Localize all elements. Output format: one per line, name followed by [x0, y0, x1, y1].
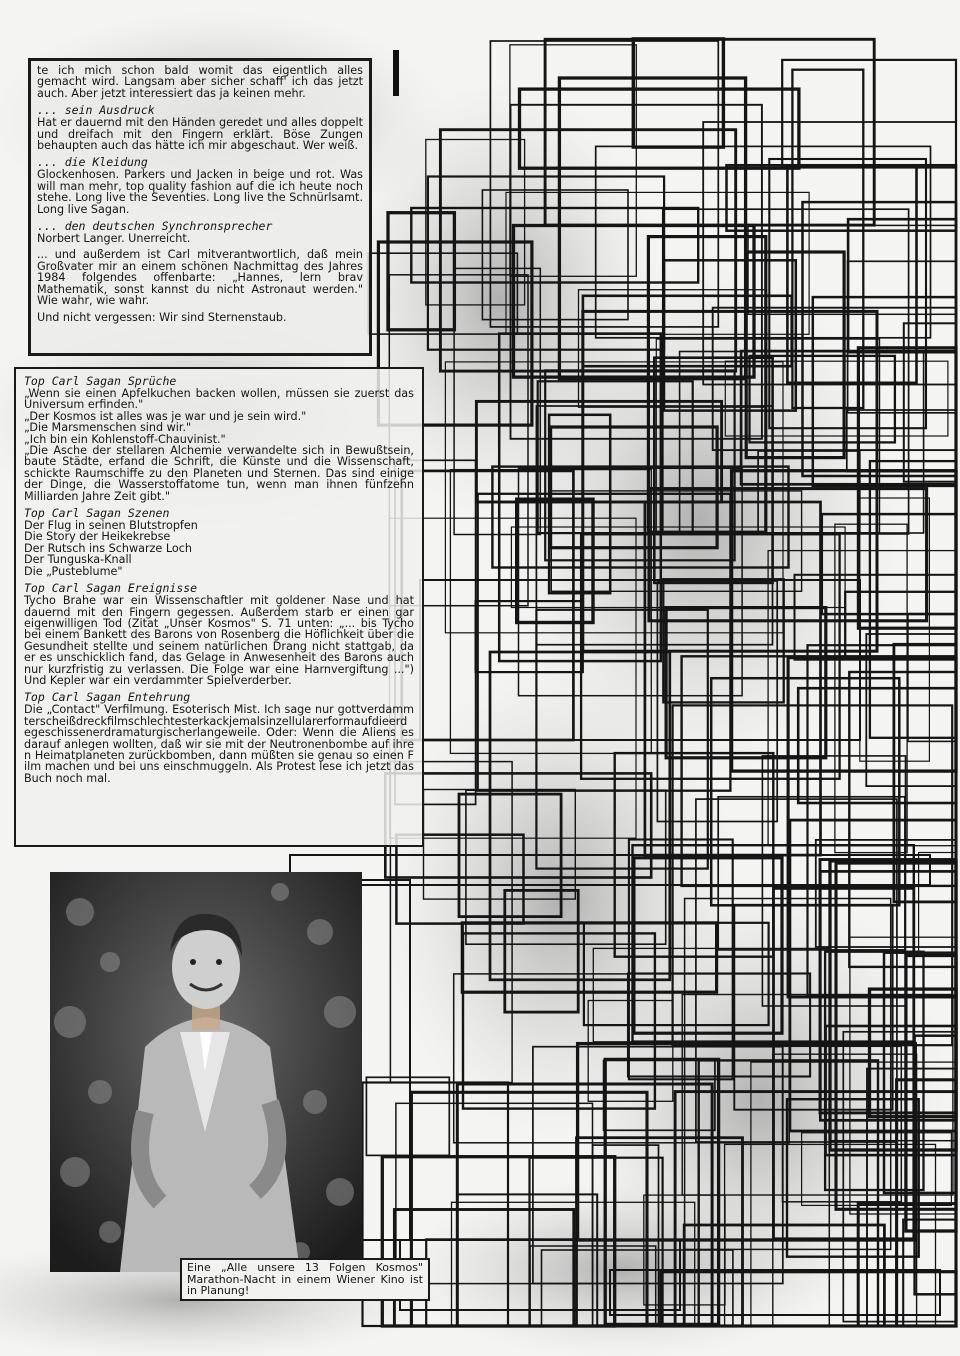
- pattern-rectangle: [850, 937, 956, 1214]
- portrait-illustration: [50, 872, 362, 1272]
- quote-item: „Die Marsmenschen sind wir.": [24, 421, 192, 435]
- ereignisse-heading: Top Carl Sagan Ereignisse: [24, 581, 198, 596]
- pattern-rectangle: [845, 592, 956, 659]
- pattern-rectangle: [545, 39, 874, 225]
- entehrung-heading: Top Carl Sagan Entehrung: [24, 690, 191, 705]
- intro-text-box: [28, 58, 372, 356]
- scene-item: Der Rutsch ins Schwarze Loch: [24, 541, 192, 555]
- quote-item: „Ich bin ein Kohlenstoff-Chauvinist.": [24, 432, 226, 446]
- scene-item: Der Tunguska-Knall: [24, 553, 132, 567]
- pattern-rectangle: [788, 658, 956, 997]
- pattern-rectangle: [787, 1099, 919, 1257]
- pattern-rectangle: [482, 190, 628, 320]
- pattern-rectangle: [847, 410, 956, 472]
- pattern-rectangle: [867, 1069, 956, 1326]
- kleidung-text: Glockenhosen. Parkers und Jacken in beige und rot. Was will man mehr, top quality fashion auf die ich heute noch stehe. Long live the Seventies. Long live the Schnürlsamt. Long live Sagan.: [37, 168, 363, 216]
- pattern-rectangle: [505, 890, 578, 1012]
- pattern-rectangle: [424, 790, 576, 900]
- pattern-rectangle: [588, 1001, 673, 1102]
- pattern-rectangle: [368, 253, 517, 334]
- ereignisse-text: Tycho Brahe war ein Wissenschaftler mit goldener Nase und hat dauernd mit den Fingern gegessen. Außerdem starb er einen gar eigenwilligen Tod (Zitat „Unser Kosmos" S. 71 unten: „... bis Tycho bei einem Bankett des Barons von Rosenberg die Höflichkeit über die Gesundheit stellte und seinem natürlichen Drang nicht stattgab, da er es unschicklich fand, das Gelage in Anwesenheit des Barons auch nur kurzfristig zu verlassen. Die Folge war eine Harnvergiftung ...") Und Kepler war ein verdammter Spielverderber.: [24, 594, 414, 687]
- pattern-rectangle: [661, 1272, 956, 1326]
- ausdruck-heading: ... sein Ausdruck: [37, 103, 155, 118]
- scene-item: Die „Pusteblume": [24, 564, 123, 578]
- pattern-rectangle: [908, 614, 956, 742]
- pattern-rectangle: [795, 575, 957, 660]
- szenen-list: [24, 520, 414, 577]
- pattern-rectangle: [388, 213, 454, 330]
- pattern-rectangle: [366, 1077, 449, 1155]
- grossvater-text: ... und außerdem ist Carl mitverantwortlich, daß mein Großvater mir an einem schönen Nachmittag des Jahres 1984 folgendes offenbarte: „Hannes, lern brav Mathematik, sonst kannst du nicht Astronaut werden." Wie wahr, wie wahr.: [37, 248, 363, 308]
- synchron-text: Norbert Langer. Unerreicht.: [37, 232, 191, 246]
- scene-item: Die Story der Heikekrebse: [24, 530, 171, 544]
- pattern-rectangle: [822, 514, 956, 614]
- pattern-rectangle: [476, 401, 721, 502]
- pattern-rectangle: [820, 860, 956, 1113]
- pattern-rectangle: [870, 461, 956, 738]
- pattern-rectangle: [829, 1141, 956, 1326]
- synchron-heading: ... den deutschen Synchronsprecher: [37, 219, 273, 234]
- quote-item: „Die Asche der stellaren Alchemie verwandelte sich in Bewußtsein, baute Städte, erfand die Schrift, die Künste und die Wissenschaft, schickte Raumschiffe zu den Planeten und Sternen. Das sind einige der Dinge, die Wasserstoffatome tun, wenn man ihnen fünfzehn Milliarden Jahre Zeit gibt.": [24, 444, 414, 503]
- sprueche-heading: Top Carl Sagan Sprüche: [24, 374, 177, 388]
- pattern-rectangle: [596, 146, 931, 337]
- intro-opening: te ich mich schon bald womit das eigentlich alles gemacht wird. Langsam aber sicher schaff' ich das jetzt auch. Aber jetzt interessiert das ja keinen mehr.: [37, 64, 363, 100]
- scene-item: Der Flug in seinen Blutstropfen: [24, 519, 198, 533]
- pattern-rectangle: [748, 225, 956, 314]
- pattern-rectangle: [593, 1145, 659, 1326]
- pattern-rectangle: [551, 491, 801, 591]
- pattern-rectangle: [725, 361, 948, 436]
- szenen-heading: Top Carl Sagan Szenen: [24, 506, 170, 521]
- pattern-rectangle: [490, 652, 670, 980]
- quote-item: „Wenn sie einen Apfelkuchen backen wollen, müssen sie zuerst das Universum erfinden.": [24, 387, 414, 412]
- black-bar-mark: [393, 50, 399, 96]
- top-lists-box: [14, 367, 424, 847]
- entehrung-text: Die „Contact" Verfilmung. Esoterisch Mist. Ich sage nur gottverdammterscheißdreckfilmschlechtesterkackjemalsinzellularerformaufdieerdegeschissenerdramaturgischerlangeweile. Oder: Wenn die Aliens es darauf anlegen wollten, daß wir sie mit der Neutronenbombe auf ihren Heimatplaneten zurückbomben, dann müßten sie genau so einen Film machen und bei uns einschmuggeln. Als Protest lese ich jetzt das Buch noch mal.: [24, 703, 414, 785]
- pattern-rectangle: [538, 381, 693, 533]
- ausdruck-text: Hat er dauernd mit den Händen geredet und alles doppelt und dreifach mit den Fingern erklärt. Böse Zungen behaupten auch das hätte ich mir abgeschaut. Wer weiß.: [37, 116, 363, 153]
- pattern-rectangle: [727, 165, 957, 231]
- pattern-rectangle: [666, 608, 826, 758]
- photo-caption: Eine „Alle unsere 13 Folgen Kosmos" Marathon-Nacht in einem Wiener Kino ist in Planung!: [180, 1258, 430, 1301]
- kleidung-heading: ... die Kleidung: [37, 155, 148, 170]
- quote-item: „Der Kosmos ist alles was je war und je sein wird.": [24, 409, 307, 423]
- closing-text: Und nicht vergessen: Wir sind Sternenstaub.: [37, 310, 287, 324]
- pattern-rectangle: [530, 1158, 663, 1326]
- pattern-rectangle: [790, 820, 956, 1131]
- carl-sagan-photo: [50, 872, 362, 1272]
- sprueche-list: [24, 388, 414, 502]
- pattern-rectangle: [506, 192, 809, 334]
